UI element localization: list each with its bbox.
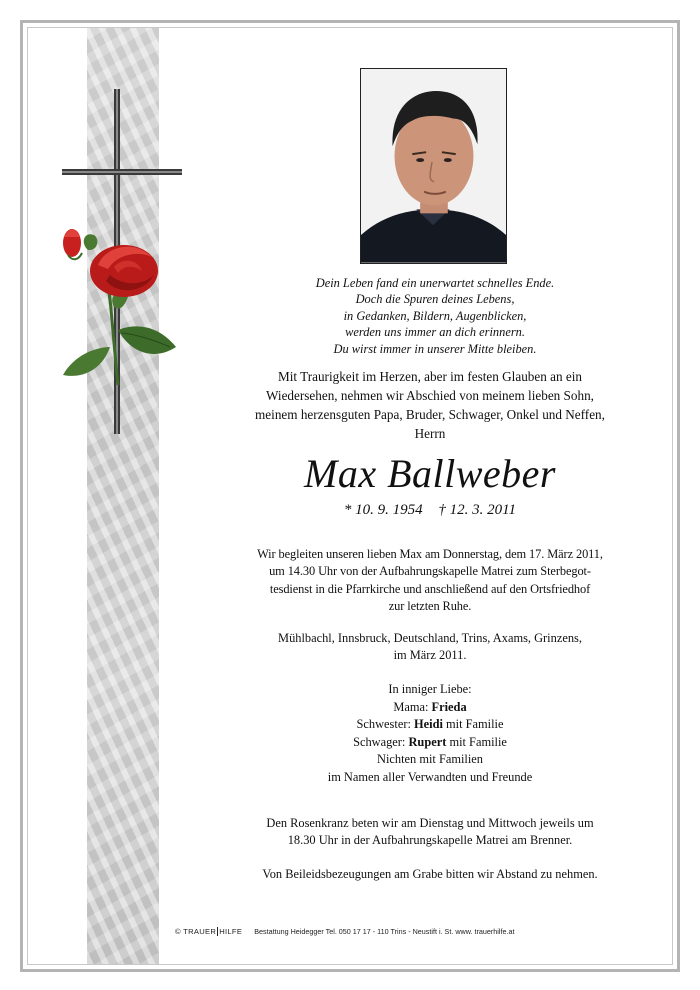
funeral-line: um 14.30 Uhr von der Aufbahrungskapelle Matrei zum Sterbegot- — [269, 564, 591, 579]
mourner-sister — [220, 716, 640, 734]
mourner-label: Schwager: — [353, 734, 409, 749]
quote-verse — [260, 275, 610, 357]
logo-part: HILFE — [219, 927, 243, 936]
quote-line: Dein Leben fand ein unerwartet schnelles Ende. — [315, 276, 555, 290]
birth-date: * 10. 9. 1954 — [343, 502, 423, 518]
funeral-line: Wir begleiten unseren lieben Max am Donnerstag, dem 17. März 2011, — [257, 547, 603, 561]
intro-paragraph — [220, 367, 640, 443]
condolences-note — [220, 866, 640, 883]
funeral-paragraph — [220, 546, 640, 616]
intro-line: meinem herzensguten Papa, Bruder, Schwager, Onkel und Neffen, — [255, 407, 605, 422]
life-dates — [220, 500, 640, 520]
quote-line: werden uns immer an dich erinnern. — [345, 325, 525, 340]
mourner-suffix: mit Familie — [442, 717, 504, 731]
places-line: im März 2011. — [393, 648, 467, 663]
mourner-name: Frieda — [431, 699, 467, 714]
rosary-paragraph — [220, 815, 640, 850]
places-line: Mühlbachl, Innsbruck, Deutschland, Trins, Axams, Grinzens, — [278, 631, 582, 645]
death-date: † 12. 3. 2011 — [438, 502, 517, 518]
trauerhilfe-logo — [175, 927, 242, 936]
mourner-nephews: Nichten mit Familien — [377, 752, 483, 766]
rosary-line: 18.30 Uhr in der Aufbahrungskapelle Matrei am Brenner. — [287, 833, 573, 848]
mourner-mama — [220, 699, 640, 717]
logo-part: © TRAUER — [175, 927, 217, 936]
funeral-line: tesdienst in die Pfarrkirche und anschließend auf den Ortsfriedhof — [269, 581, 591, 596]
portrait-photo — [360, 68, 507, 264]
intro-line: Wiedersehen, nehmen wir Abschied von meinem lieben Sohn, — [266, 388, 594, 403]
mourner-name: Heidi — [413, 717, 443, 731]
footer-imprint — [175, 927, 695, 936]
quote-line: in Gedanken, Bildern, Augenblicken, — [343, 308, 527, 323]
mourner-label: Mama: — [393, 699, 432, 714]
condolences-line: Von Beileidsbezeugungen am Grabe bitten wir Abstand zu nehmen. — [262, 867, 598, 881]
quote-line: Du wirst immer in unserer Mitte bleiben. — [333, 341, 537, 356]
mourner-label: Schwester: — [356, 717, 414, 731]
mourners-list — [220, 681, 640, 786]
intro-line: Herrn — [414, 426, 446, 441]
deceased-name: Max Ballweber — [304, 451, 556, 496]
footer-company: Bestattung Heidegger Tel. 050 17 17 - 110 Trins - Neustift i. St. www. trauerhilfe.at — [254, 927, 515, 936]
intro-line: Mit Traurigkeit im Herzen, aber im festen Glauben an ein — [278, 369, 582, 384]
rosary-line: Den Rosenkranz beten wir am Dienstag und Mittwoch jeweils um — [266, 816, 594, 830]
mourners-heading: In inniger Liebe: — [388, 682, 472, 696]
funeral-line: zur letzten Ruhe. — [388, 599, 472, 614]
mourner-relatives: im Namen aller Verwandten und Freunde — [327, 769, 533, 784]
mourner-name: Rupert — [408, 734, 447, 749]
mourner-brother-in-law — [220, 734, 640, 752]
cross-rose-illustration — [48, 85, 188, 445]
places-paragraph — [220, 630, 640, 665]
mourner-suffix: mit Familie — [446, 734, 507, 749]
quote-line: Doch die Spuren deines Lebens, — [355, 292, 515, 307]
